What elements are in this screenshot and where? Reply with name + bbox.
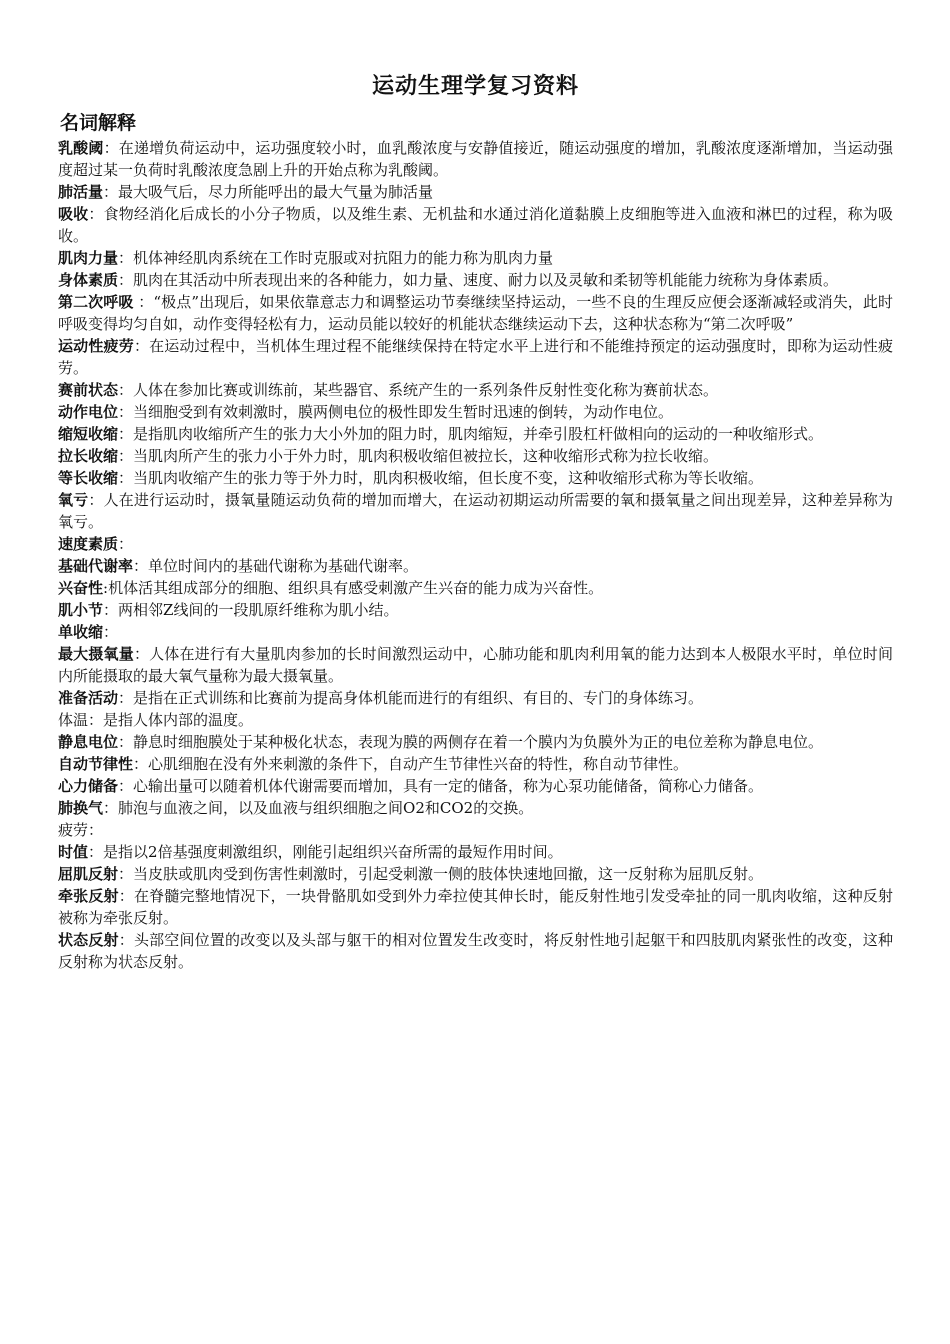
term-separator: ： bbox=[118, 865, 134, 883]
definition-text: 当肌肉收缩产生的张力等于外力时，肌肉积极收缩，但长度不变，这种收缩形式称为等长收缩。 bbox=[133, 469, 764, 487]
term-separator: ： bbox=[88, 821, 104, 839]
page-title: 运动生理学复习资料 bbox=[371, 74, 579, 99]
definition-entry bbox=[58, 489, 893, 533]
definition-text: 肺泡与血液之间，以及血液与组织细胞之间O2和CO2的交换。 bbox=[118, 799, 534, 817]
term-separator: : bbox=[103, 579, 109, 597]
term-separator: ： bbox=[133, 337, 150, 355]
definition-text: 食物经消化后成长的小分子物质，以及维生素、无机盐和水通过消化道黏膜上皮细胞等进入血液和淋巴的过程，称为吸收。 bbox=[58, 205, 893, 245]
term-separator: ： bbox=[103, 623, 119, 641]
definition-entry bbox=[58, 863, 893, 885]
definition-entry bbox=[58, 137, 893, 181]
definition-term: 乳酸阈 bbox=[58, 139, 104, 157]
definition-term: 时值 bbox=[58, 843, 89, 861]
term-separator: ： bbox=[118, 447, 134, 465]
definition-text: 是指在正式训练和比赛前为提高身体机能而进行的有组织、有目的、专门的身体练习。 bbox=[133, 689, 704, 707]
definition-entry bbox=[58, 797, 893, 819]
definition-text: 最大吸气后，尽力所能呼出的最大气量为肺活量 bbox=[118, 183, 434, 201]
definition-term: 最大摄氧量 bbox=[58, 645, 134, 663]
definition-term: 心力储备 bbox=[58, 777, 119, 795]
term-separator: ： bbox=[133, 293, 154, 311]
definition-term: 体温 bbox=[58, 711, 89, 729]
definition-entry bbox=[58, 203, 893, 247]
definition-term: 疲劳 bbox=[58, 821, 89, 839]
definition-text: 两相邻Z线间的一段肌原纤维称为肌小结。 bbox=[118, 601, 399, 619]
definition-term: 肺活量 bbox=[58, 183, 104, 201]
definition-term: 自动节律性 bbox=[58, 755, 134, 773]
definition-text: 心输出量可以随着机体代谢需要而增加，具有一定的储备，称为心泵功能储备，简称心力储备。 bbox=[133, 777, 764, 795]
definition-entry bbox=[58, 291, 893, 335]
definition-term: 赛前状态 bbox=[58, 381, 119, 399]
definition-term: 准备活动 bbox=[58, 689, 119, 707]
definition-entry bbox=[58, 533, 893, 555]
definition-text: 在递增负荷运动中，运功强度较小时，血乳酸浓度与安静值接近，随运动强度的增加，乳酸浓度逐渐增加，当运动强度超过某一负荷时乳酸浓度急剧上升的开始点称为乳酸阈。 bbox=[58, 139, 893, 179]
term-separator: ： bbox=[88, 491, 104, 509]
definition-term: 静息电位 bbox=[58, 733, 119, 751]
definition-term: 第二次呼吸 bbox=[58, 293, 134, 311]
definition-entry bbox=[58, 247, 893, 269]
definition-entry bbox=[58, 423, 893, 445]
definition-term: 屈肌反射 bbox=[58, 865, 119, 883]
definition-text: “极点”出现后，如果依靠意志力和调整运功节奏继续坚持运动，一些不良的生理反应便会逐渐减轻或消失，此时呼吸变得均匀自如，动作变得轻松有力，运动员能以较好的机能状态继续运动下去，这种状态称为“第二次呼吸” bbox=[58, 293, 893, 333]
definition-text: 单位时间内的基础代谢称为基础代谢率。 bbox=[148, 557, 419, 575]
definition-term: 状态反射 bbox=[58, 931, 119, 949]
definition-entry bbox=[58, 599, 893, 621]
term-separator: ： bbox=[118, 733, 134, 751]
term-separator: ： bbox=[118, 425, 134, 443]
term-separator: ： bbox=[118, 271, 134, 289]
definition-entry bbox=[58, 731, 893, 753]
definition-entry bbox=[58, 929, 893, 973]
term-separator: ： bbox=[103, 601, 119, 619]
definition-term: 氧亏 bbox=[58, 491, 89, 509]
definition-entry bbox=[58, 643, 893, 687]
definition-term: 兴奋性 bbox=[58, 579, 104, 597]
term-separator: ： bbox=[118, 777, 134, 795]
definition-term: 基础代谢率 bbox=[58, 557, 134, 575]
definition-entry bbox=[58, 335, 893, 379]
definition-entry bbox=[58, 181, 893, 203]
definition-entry bbox=[58, 775, 893, 797]
definition-text: 当肌肉所产生的张力小于外力时，肌肉积极收缩但被拉长，这种收缩形式称为拉长收缩。 bbox=[133, 447, 719, 465]
definition-term: 肌小节 bbox=[58, 601, 104, 619]
definition-term: 等长收缩 bbox=[58, 469, 119, 487]
definition-entry bbox=[58, 841, 893, 863]
definition-text: 是指肌肉收缩所产生的张力大小外加的阻力时，肌肉缩短，并牵引股杠杆做相向的运动的一种收缩形式。 bbox=[133, 425, 824, 443]
definition-text: 当皮肤或肌肉受到伤害性刺激时，引起受刺激一侧的肢体快速地回撤，这一反射称为屈肌反射。 bbox=[133, 865, 764, 883]
definition-term: 身体素质 bbox=[58, 271, 119, 289]
section-heading: 名词解释 bbox=[60, 112, 137, 134]
term-separator: ： bbox=[118, 931, 134, 949]
definition-term: 单收缩 bbox=[58, 623, 104, 641]
definition-entry bbox=[58, 269, 893, 291]
term-separator: ： bbox=[88, 711, 104, 729]
term-separator: ： bbox=[133, 755, 149, 773]
definition-entry bbox=[58, 555, 893, 577]
definition-text: 人在进行运动时，摄氧量随运动负荷的增加而增大，在运动初期运动所需要的氧和摄氧量之间出现差异，这种差异称为氧亏。 bbox=[58, 491, 893, 531]
term-separator: ： bbox=[118, 381, 134, 399]
definition-text: 是指人体内部的温度。 bbox=[103, 711, 254, 729]
definition-term: 动作电位 bbox=[58, 403, 119, 421]
definition-entry bbox=[58, 467, 893, 489]
term-separator: ： bbox=[103, 139, 119, 157]
definition-text: 是指以2倍基强度刺激组织，刚能引起组织兴奋所需的最短作用时间。 bbox=[103, 843, 563, 861]
definition-entry bbox=[58, 753, 893, 775]
definition-text: 人体在进行有大量肌肉参加的长时间激烈运动中，心肺功能和肌肉利用氧的能力达到本人极限水平时，单位时间内所能摄取的最大氧气量称为最大摄氧量。 bbox=[58, 645, 893, 685]
definition-entry bbox=[58, 819, 893, 841]
term-separator: ： bbox=[118, 535, 134, 553]
definition-term: 肺换气 bbox=[58, 799, 104, 817]
term-separator: ： bbox=[88, 843, 104, 861]
definition-entry bbox=[58, 885, 893, 929]
definition-term: 速度素质 bbox=[58, 535, 119, 553]
definition-term: 运动性疲劳 bbox=[58, 337, 134, 355]
definition-term: 吸收 bbox=[58, 205, 89, 223]
definition-text: 在脊髓完整地情况下，一块骨骼肌如受到外力牵拉使其伸长时，能反射性地引发受牵扯的同一肌肉收缩，这种反射被称为牵张反射。 bbox=[58, 887, 893, 927]
definition-entry bbox=[58, 379, 893, 401]
definition-entry bbox=[58, 709, 893, 731]
term-separator: ： bbox=[118, 887, 134, 905]
document-page bbox=[58, 70, 893, 973]
term-separator: ： bbox=[133, 557, 149, 575]
definition-text: 人体在参加比赛或训练前，某些器官、系统产生的一系列条件反射性变化称为赛前状态。 bbox=[133, 381, 719, 399]
definition-entry bbox=[58, 577, 893, 599]
definition-text: 肌肉在其活动中所表现出来的各种能力，如力量、速度、耐力以及灵敏和柔韧等机能能力统称为身体素质。 bbox=[133, 271, 839, 289]
term-separator: ： bbox=[133, 645, 150, 663]
definition-text: 在运动过程中，当机体生理过程不能继续保持在特定水平上进行和不能维持预定的运动强度时，即称为运动性疲劳。 bbox=[58, 337, 893, 377]
definition-entry bbox=[58, 445, 893, 467]
definition-list bbox=[58, 137, 893, 973]
definition-entry bbox=[58, 401, 893, 423]
term-separator: ： bbox=[118, 403, 134, 421]
term-separator: ： bbox=[88, 205, 104, 223]
definition-text: 机体神经肌肉系统在工作时克服或对抗阻力的能力称为肌肉力量 bbox=[133, 249, 554, 267]
definition-text: 当细胞受到有效刺激时，膜两侧电位的极性即发生暂时迅速的倒转，为动作电位。 bbox=[133, 403, 674, 421]
definition-entry bbox=[58, 621, 893, 643]
definition-text: 心肌细胞在没有外来刺激的条件下，自动产生节律性兴奋的特性，称自动节律性。 bbox=[148, 755, 689, 773]
definition-term: 牵张反射 bbox=[58, 887, 119, 905]
term-separator: ： bbox=[103, 183, 119, 201]
definition-term: 缩短收缩 bbox=[58, 425, 119, 443]
definition-entry bbox=[58, 687, 893, 709]
definition-text: 机体活其组成部分的细胞、组织具有感受刺激产生兴奋的能力成为兴奋性。 bbox=[108, 579, 604, 597]
definition-term: 肌肉力量 bbox=[58, 249, 119, 267]
definition-text: 静息时细胞膜处于某种极化状态，表现为膜的两侧存在着一个膜内为负膜外为正的电位差称为静息电位。 bbox=[133, 733, 824, 751]
definition-term: 拉长收缩 bbox=[58, 447, 119, 465]
term-separator: ： bbox=[118, 249, 134, 267]
term-separator: ： bbox=[118, 469, 134, 487]
definition-text: 头部空间位置的改变以及头部与躯干的相对位置发生改变时，将反射性地引起躯干和四肢肌肉紧张性的改变，这种反射称为状态反射。 bbox=[58, 931, 893, 971]
term-separator: ： bbox=[103, 799, 119, 817]
term-separator: ： bbox=[118, 689, 134, 707]
